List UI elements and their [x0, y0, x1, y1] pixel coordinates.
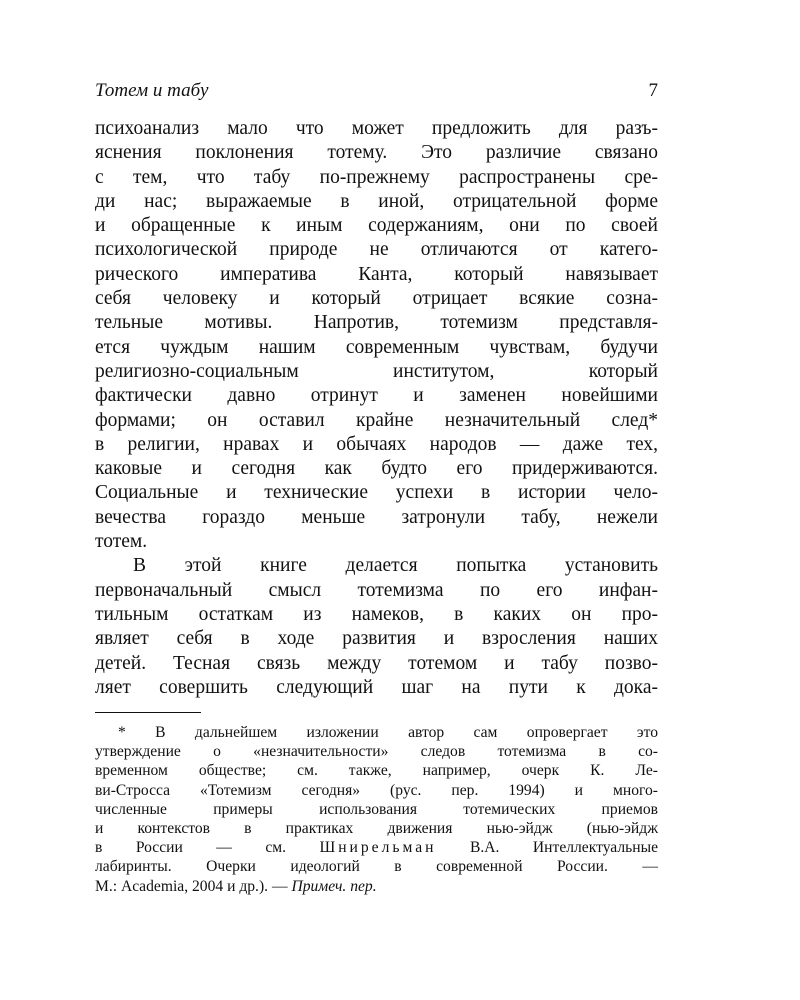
footnote-line: численные примеры использования тотемических приемов: [95, 800, 658, 818]
footnote-line: [95, 877, 658, 896]
footnote-line: и контекстов в практиках движения нью-эйдж (нью-эйдж: [95, 819, 658, 837]
text-line: ется чуждым нашим современным чувствам, будучи: [95, 336, 658, 358]
text-line: фактически давно отринут и заменен новейшими: [95, 385, 658, 407]
footnote: [95, 723, 658, 896]
text-line: в религии, нравах и обычаях народов — даже тех,: [95, 433, 658, 455]
running-head: [95, 76, 658, 106]
text-line: рического императива Канта, который навязывает: [95, 263, 658, 285]
text-line: вечества гораздо меньше затронули табу, нежели: [95, 506, 658, 528]
text-line-footnote-ref: формами; он оставил крайне незначительный след*: [95, 409, 658, 431]
text-line: детей. Тесная связь между тотемом и табу позво-: [95, 652, 658, 674]
text-line: психологической природе не отличаются от катего-: [95, 239, 658, 261]
text-line: первоначальный смысл тотемизма по его инфан-: [95, 579, 658, 601]
footnote-line: утверждение о «незначительности» следов тотемизма в со-: [95, 743, 658, 761]
text-line: яснения поклонения тотему. Это различие связано: [95, 142, 658, 164]
text-line: ди нас; выражаемые в иной, отрицательной форме: [95, 190, 658, 212]
page-number: 7: [648, 80, 658, 101]
footnote-text: М.: Academia, 2004 и др.). —: [95, 877, 288, 895]
text-line: психоанализ мало что может предложить для разъ-: [95, 118, 658, 139]
paragraph-end-line: тотем.: [95, 531, 148, 553]
footnote-divider: [95, 712, 201, 713]
footnote-line: лабиринты. Очерки идеологий в современной России. —: [95, 858, 658, 876]
footnote-author-name: Шнирельман: [319, 839, 437, 857]
paragraph-start-line: В этой книге делается попытка установить: [133, 555, 658, 577]
text-line: Социальные и технические успехи в истории чело-: [95, 482, 658, 504]
text-line: религиозно-социальным институтом, который: [95, 360, 658, 382]
running-title: Тотем и табу: [95, 80, 209, 101]
text-line: тильным остаткам из намеков, в каких он про-: [95, 603, 658, 625]
main-text: [95, 117, 658, 700]
footnote-line: [95, 838, 658, 857]
footnote-line: * В дальнейшем изложении автор сам опровергает это: [118, 724, 658, 741]
footnote-line: временном обществе; см. также, например, очерк К. Ле-: [95, 762, 658, 780]
text-line: себя человеку и который отрицает всякие созна-: [95, 288, 658, 310]
text-line: каковые и сегодня как будто его придерживаются.: [95, 458, 658, 480]
text-line: с тем, что табу по-прежнему распространены сре-: [95, 166, 658, 188]
text-line: ляет совершить следующий шаг на пути к дока-: [95, 676, 658, 698]
translator-note-label: Примеч. пер.: [291, 877, 377, 895]
footnote-text: в России — см.: [95, 839, 287, 857]
text-line: тельные мотивы. Напротив, тотемизм представля-: [95, 312, 658, 334]
text-line: и обращенные к иным содержаниям, они по своей: [95, 215, 658, 237]
footnote-line: ви-Стросса «Тотемизм сегодня» (рус. пер. 1994) и много-: [95, 781, 658, 799]
text-line: являет себя в ходе развития и взросления наших: [95, 628, 658, 650]
footnote-text: В.А. Интеллектуальные: [469, 839, 658, 857]
